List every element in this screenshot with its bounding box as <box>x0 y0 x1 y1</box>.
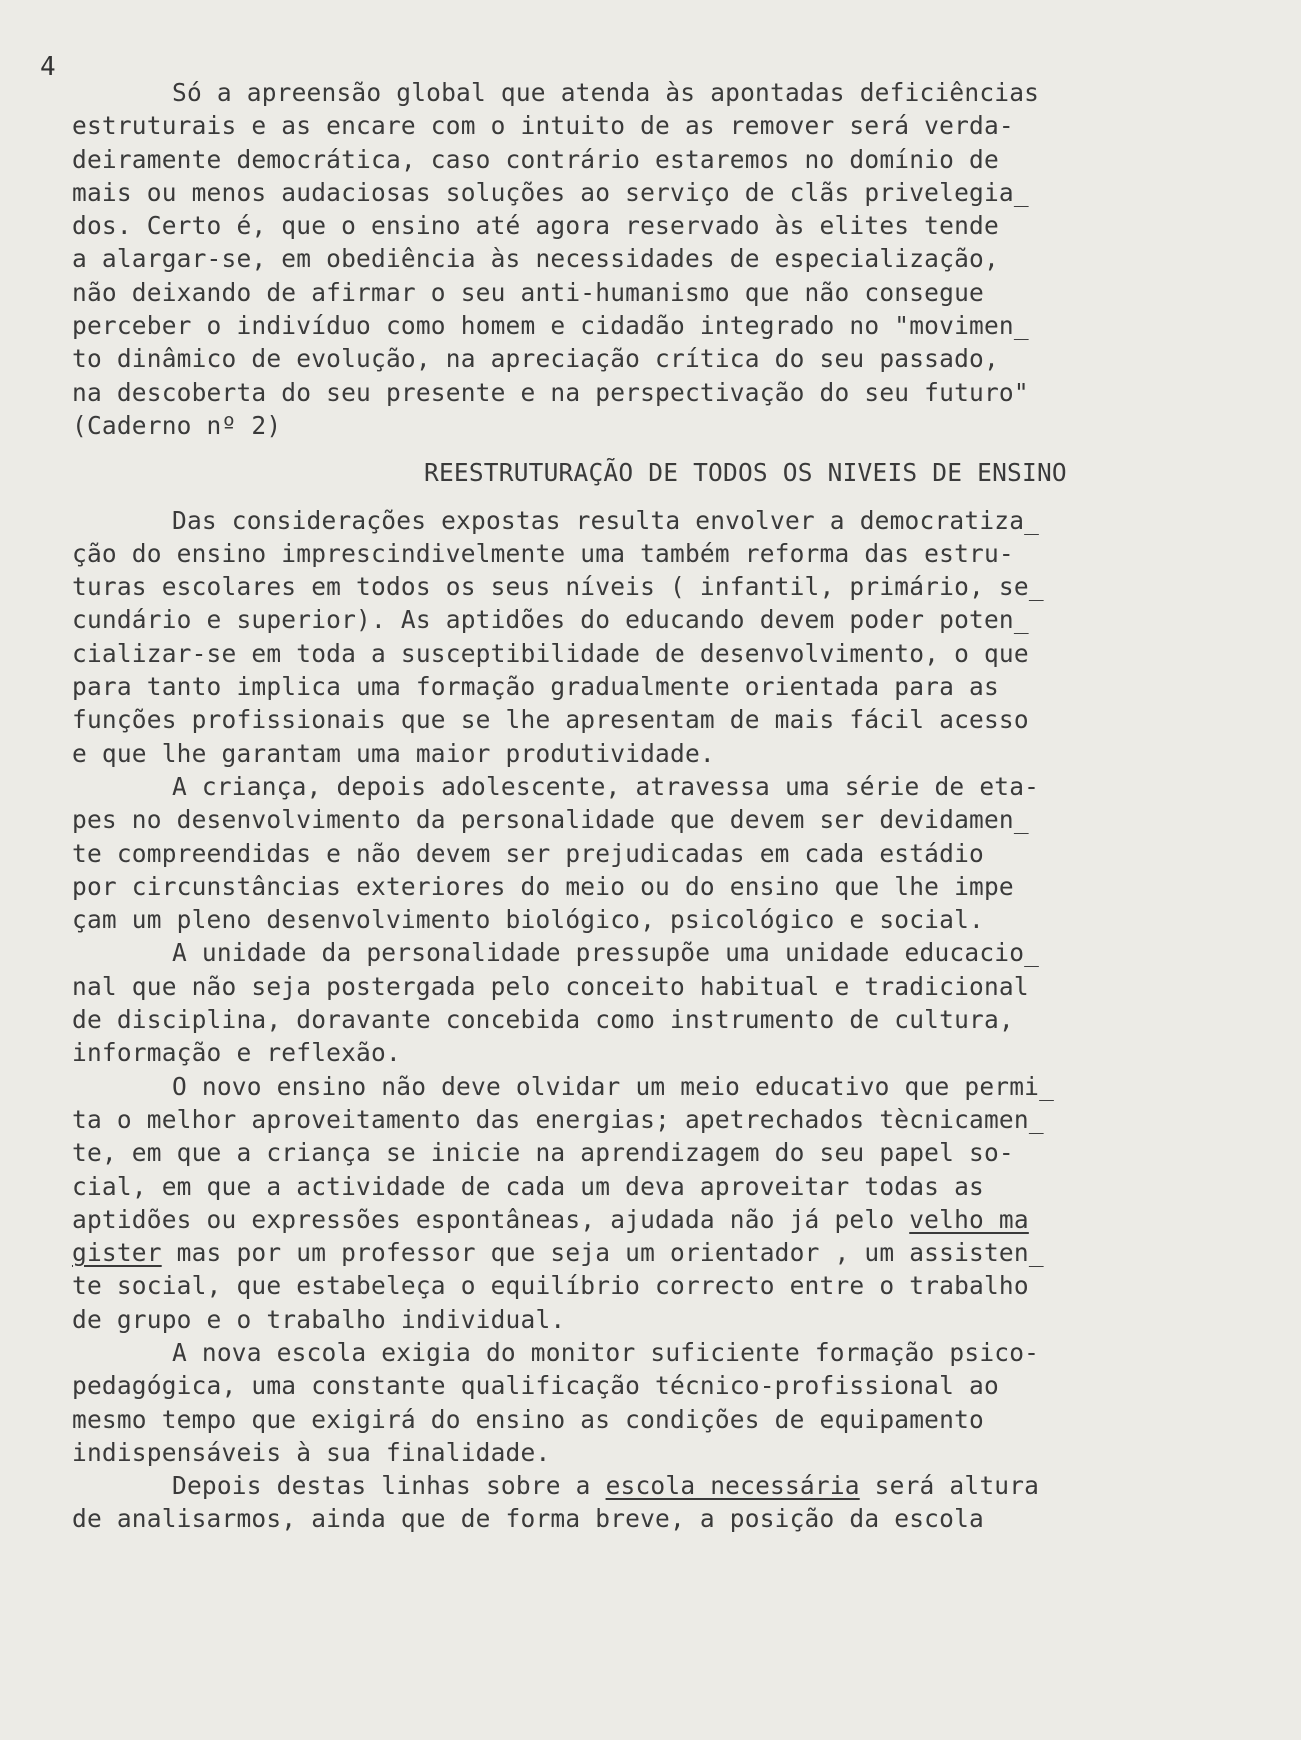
text-line: O novo ensino não deve olvidar um meio educativo que permi_ <box>172 1071 1055 1101</box>
text-line: turas escolares em todos os seus níveis ( infantil, primário, se_ <box>72 572 1044 602</box>
text-line: mesmo tempo que exigirá do ensino as condições de equipamento <box>72 1404 984 1434</box>
text-line: e que lhe garantam uma maior produtividade. <box>72 738 715 768</box>
text-line: na descoberta do seu presente e na perspectivação do seu futuro" <box>72 377 1029 407</box>
section-heading: REESTRUTURAÇÃO DE TODOS OS NIVEIS DE ENSINO <box>424 458 1067 488</box>
paragraph-necessary-school <box>72 1469 1152 1536</box>
paragraph-child-development <box>72 770 1152 936</box>
paragraph-new-teaching <box>72 1070 1152 1336</box>
text-line: estruturais e as encare com o intuito de as remover será verda- <box>72 111 1014 141</box>
text-line: cundário e superior). As aptidões do educando devem poder poten_ <box>72 605 1029 635</box>
text-line: nal que não seja postergada pelo conceito habitual e tradicional <box>72 971 1029 1001</box>
text-line: (Caderno nº 2) <box>72 410 282 440</box>
text-line: ta o melhor aproveitamento das energias; apetrechados tècnicamen_ <box>72 1104 1044 1134</box>
text-line: to dinâmico de evolução, na apreciação crítica do seu passado, <box>72 344 999 374</box>
text-line: perceber o indivíduo como homem e cidadão integrado no "movimen_ <box>72 311 1029 341</box>
text-line: por circunstâncias exteriores do meio ou do ensino que lhe impe <box>72 871 1014 901</box>
text-line: Das considerações expostas resulta envolver a democratiza_ <box>172 505 1040 535</box>
text-line: não deixando de afirmar o seu anti-humanismo que não consegue <box>72 277 984 307</box>
text-line <box>72 1469 1152 1502</box>
text-line: deiramente democrática, caso contrário estaremos no domínio de <box>72 144 999 174</box>
text-line: A criança, depois adolescente, atravessa uma série de eta- <box>172 771 1040 801</box>
text-segment: aptidões ou expressões espontâneas, ajudada não já pelo <box>72 1204 910 1234</box>
text-segment: Depois destas linhas sobre a <box>172 1471 606 1501</box>
paragraph-restructuring <box>72 504 1152 770</box>
text-line: te, em que a criança se inicie na aprendizagem do seu papel so- <box>72 1138 1014 1168</box>
text-line: informação e reflexão. <box>72 1038 401 1068</box>
text-line: çam um pleno desenvolvimento biológico, psicológico e social. <box>72 905 984 935</box>
text-line: te compreendidas e não devem ser prejudicadas em cada estádio <box>72 838 984 868</box>
text-line <box>72 1236 1152 1269</box>
text-line: pes no desenvolvimento da personalidade que devem ser devidamen_ <box>72 805 1029 835</box>
text-line: dos. Certo é, que o ensino até agora reservado às elites tende <box>72 211 999 241</box>
text-segment: mas por um professor que seja um orientador , um assisten_ <box>161 1238 1044 1268</box>
typed-page-body <box>72 76 1152 1536</box>
text-line: a alargar-se, em obediência às necessidades de especialização, <box>72 244 999 274</box>
underlined-phrase: gister <box>72 1238 162 1268</box>
text-line: de analisarmos, ainda que de forma breve, a posição da escola <box>72 1504 984 1534</box>
text-line <box>72 1203 1152 1236</box>
text-line: para tanto implica uma formação gradualmente orientada para as <box>72 672 999 702</box>
underlined-phrase: escola necessária <box>605 1471 860 1501</box>
underlined-phrase: velho ma <box>909 1204 1029 1234</box>
text-line: cializar-se em toda a susceptibilidade de desenvolvimento, o que <box>72 638 1029 668</box>
text-line: mais ou menos audaciosas soluções ao serviço de clãs privelegia_ <box>72 177 1029 207</box>
text-line: funções profissionais que se lhe apresentam de mais fácil acesso <box>72 705 1029 735</box>
paragraph-personality-unity <box>72 936 1152 1069</box>
text-segment: será altura <box>859 1471 1040 1501</box>
text-line: te social, que estabeleça o equilíbrio correcto entre o trabalho <box>72 1271 1029 1301</box>
paragraph-democratic-apprehension <box>72 76 1152 442</box>
text-line: de disciplina, doravante concebida como instrumento de cultura, <box>72 1005 1014 1035</box>
page-number: 4 <box>40 52 56 82</box>
text-line: de grupo e o trabalho individual. <box>72 1304 566 1334</box>
text-line: A nova escola exigia do monitor suficiente formação psico- <box>172 1337 1040 1367</box>
text-line: A unidade da personalidade pressupõe uma unidade educacio_ <box>172 938 1040 968</box>
text-line: pedagógica, uma constante qualificação técnico-profissional ao <box>72 1371 999 1401</box>
paragraph-new-school <box>72 1336 1152 1469</box>
text-line: cial, em que a actividade de cada um deva aproveitar todas as <box>72 1171 984 1201</box>
text-line: indispensáveis à sua finalidade. <box>72 1437 551 1467</box>
text-line: ção do ensino imprescindivelmente uma também reforma das estru- <box>72 538 1014 568</box>
text-line: Só a apreensão global que atenda às apontadas deficiências <box>172 78 1040 107</box>
